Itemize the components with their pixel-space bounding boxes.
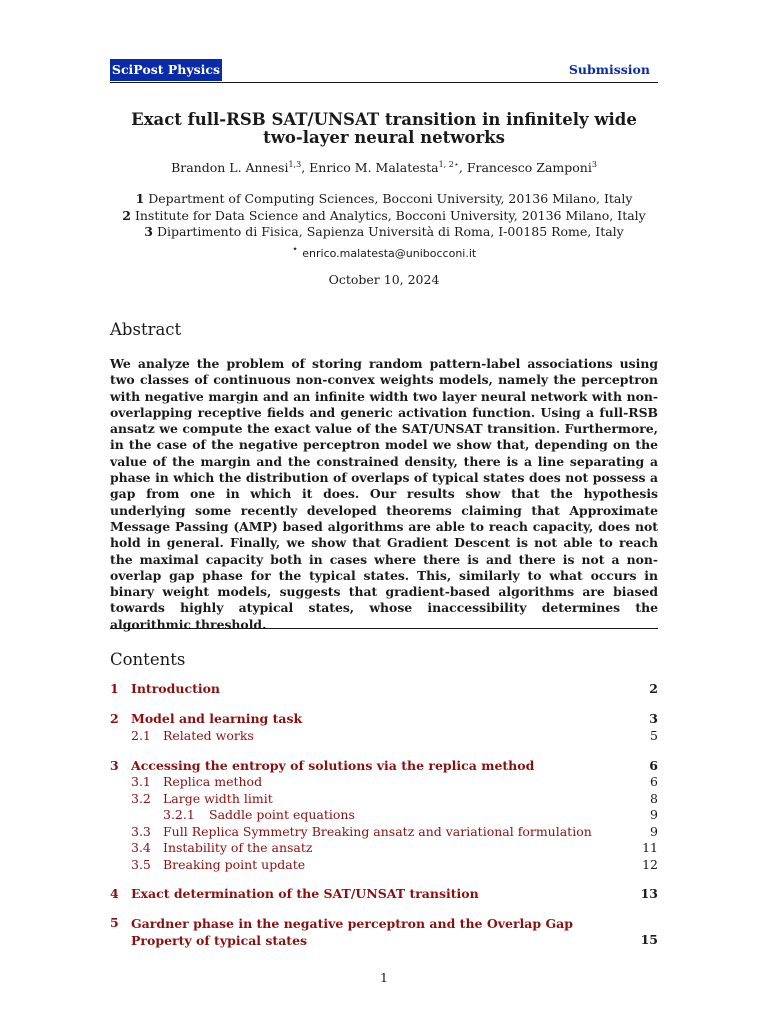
author-name: Francesco Zamponi (466, 160, 592, 176)
toc-number: 3.1 (131, 774, 151, 789)
toc-link[interactable]: Gardner phase in the negative perceptron and the Overlap Gap Property of typical states (131, 916, 573, 948)
toc-number: 3 (110, 758, 119, 773)
toc-page: 6 (650, 774, 658, 789)
abstract-text: We analyze the problem of storing random pattern-label associations using two classes of continuous non-convex weights models, namely the perceptron with negative margin and an infinite width two layer neural network with non-overlapping receptive fields and generic activation function. Using a full-RSB ansatz we compute the exact value of the SAT/UNSAT transition. Furthermore, in the case of the negative perceptron model we show that, depending on the value of the margin and the constrained density, there is a line separating a phase in which the distribution of overlaps of typical states does not possess a gap from one in which it does. Our results show that the hypothesis underlying some recently developed theorems claiming that Approximate Message Passing (AMP) based algorithms are able to reach capacity, does not hold in general. Finally, we show that Gradient Descent is not able to reach the maximal capacity both in cases where there is and there is not a non-overlap gap phase for the typical states. This, similarly to what occurs in binary weight models, suggests that gradient-based algorithms are biased towards highly atypical states, whose inaccessibility determines the algorithmic threshold. (110, 356, 658, 632)
toc-entry[interactable] (110, 791, 658, 808)
toc-link[interactable]: Breaking point update (163, 857, 306, 872)
affiliations (110, 191, 658, 262)
toc-number: 5 (110, 915, 119, 930)
contents-heading: Contents (110, 650, 186, 669)
affiliation-number: 3 (144, 224, 153, 239)
toc-link[interactable]: Exact determination of the SAT/UNSAT transition (131, 886, 479, 901)
toc-link[interactable]: Large width limit (163, 791, 273, 806)
toc-entry[interactable] (110, 681, 658, 698)
toc-entry[interactable] (110, 758, 658, 775)
toc-number: 2 (110, 711, 119, 726)
toc-entry[interactable] (110, 728, 658, 745)
author-name: Enrico M. Malatesta (309, 160, 439, 176)
email-link[interactable]: enrico.malatesta@unibocconi.it (302, 246, 477, 260)
toc-number: 2.1 (131, 728, 151, 743)
toc-page: 9 (650, 824, 658, 839)
toc-link[interactable]: Model and learning task (131, 711, 303, 726)
affiliation (110, 191, 658, 208)
toc-number: 4 (110, 886, 119, 901)
toc-link[interactable]: Saddle point equations (209, 807, 355, 822)
toc-link[interactable]: Related works (163, 728, 254, 743)
toc-number: 3.4 (131, 840, 151, 855)
toc-entry[interactable] (110, 840, 658, 857)
toc-entry[interactable] (110, 711, 658, 728)
toc-page: 9 (650, 807, 658, 822)
toc-page: 11 (642, 840, 658, 855)
section-divider (110, 628, 658, 629)
toc-entry[interactable] (110, 886, 658, 903)
toc-page: 5 (650, 728, 658, 743)
toc-page: 12 (642, 857, 658, 872)
toc-number: 3.2 (131, 791, 151, 806)
toc-link[interactable]: Full Replica Symmetry Breaking ansatz and variational formulation (163, 824, 592, 839)
author-affil-mark: 1,3 (288, 160, 302, 169)
toc-page: 15 (640, 932, 658, 947)
author-separator: , (458, 160, 467, 176)
toc-link[interactable]: Introduction (131, 681, 221, 696)
corresponding-email (110, 241, 658, 263)
author-separator: , (301, 160, 310, 176)
affiliation (110, 208, 658, 225)
toc-link[interactable]: Replica method (163, 774, 263, 789)
toc-page: 13 (640, 886, 658, 901)
toc-page: 6 (649, 758, 658, 773)
page-number: 1 (380, 970, 388, 985)
affiliation (110, 224, 658, 241)
email-mark: ⋆ (291, 242, 299, 255)
affiliation-text: Department of Computing Sciences, Bocconi University, 20136 Milano, Italy (148, 191, 633, 206)
toc-entry[interactable] (110, 807, 658, 824)
author-list (110, 160, 658, 175)
author-affil-mark: 3 (591, 160, 597, 169)
paper-title: Exact full-RSB SAT/UNSAT transition in infinitely wide two-layer neural networks (131, 110, 637, 147)
page-header (110, 59, 658, 83)
toc-number: 3.2.1 (163, 807, 195, 822)
paper-page (110, 0, 658, 1024)
toc-link[interactable]: Instability of the ansatz (163, 840, 313, 855)
author-affil-mark: 1, 2⋆ (438, 160, 459, 169)
affiliation-text: Dipartimento di Fisica, Sapienza Università di Roma, I-00185 Rome, Italy (156, 224, 624, 239)
toc-entry[interactable] (110, 824, 658, 841)
publication-date: October 10, 2024 (328, 272, 440, 287)
author-name: Brandon L. Annesi (171, 160, 289, 176)
affiliation-number: 1 (135, 191, 145, 206)
toc-page: 2 (649, 681, 658, 696)
toc-number: 1 (110, 681, 119, 696)
toc-entry[interactable] (110, 915, 658, 948)
toc-page: 3 (649, 711, 658, 726)
affiliation-number: 2 (122, 207, 131, 223)
abstract-heading: Abstract (110, 320, 182, 339)
toc-number: 3.5 (131, 857, 151, 872)
journal-badge[interactable]: SciPost Physics (110, 59, 222, 81)
toc-link[interactable]: Accessing the entropy of solutions via the replica method (131, 758, 535, 773)
toc-entry[interactable] (110, 857, 658, 874)
affiliation-text: Institute for Data Science and Analytics, Bocconi University, 20136 Milano, Italy (134, 207, 646, 223)
submission-status: Submission (568, 62, 650, 77)
toc-number: 3.3 (131, 824, 151, 839)
toc-entry[interactable] (110, 774, 658, 791)
toc-page: 8 (650, 791, 658, 806)
